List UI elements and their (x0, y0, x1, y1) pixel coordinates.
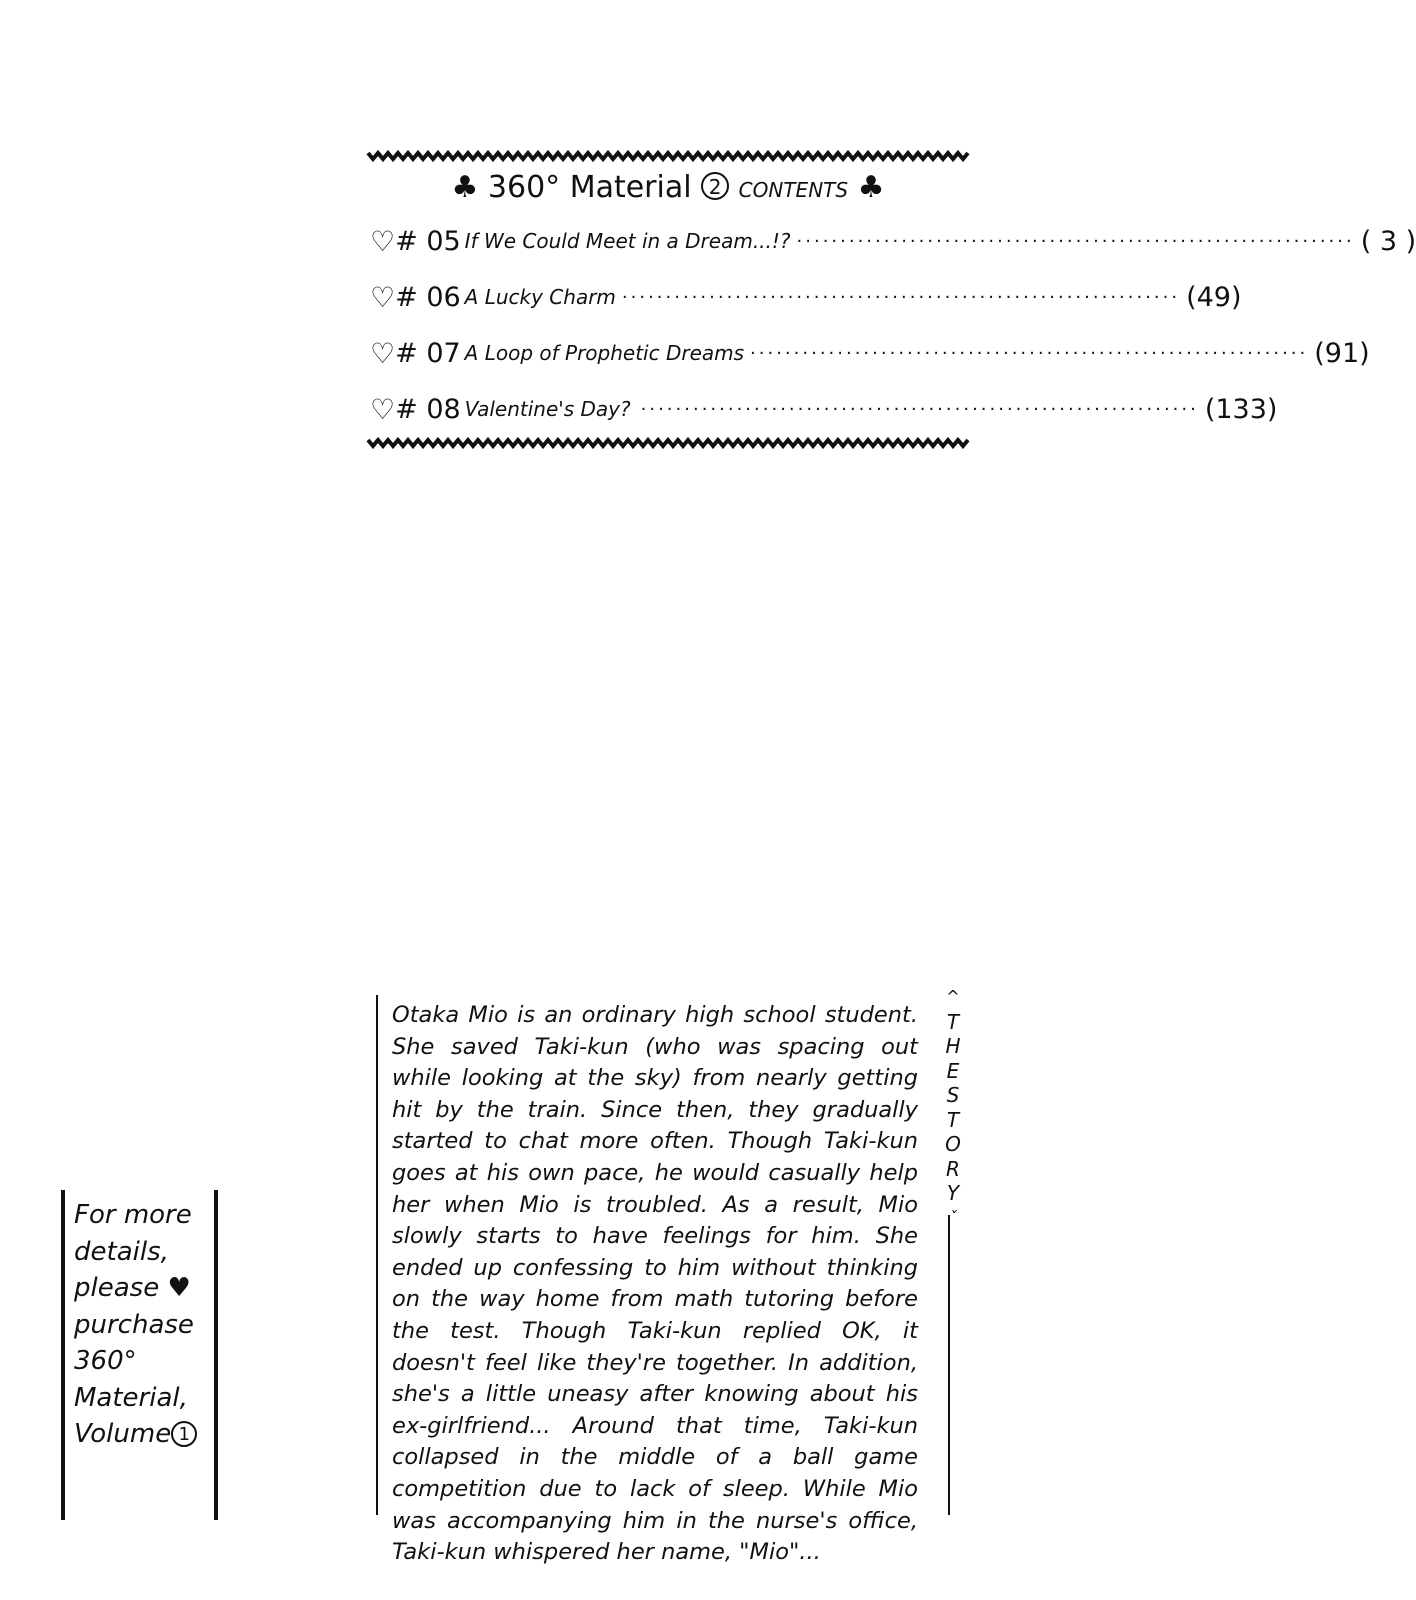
top-zigzag-border (368, 150, 968, 162)
story-label-letter: H (945, 1034, 961, 1058)
story-summary: Otaka Mio is an ordinary high school student. She saved Taki-kun (who was spacing out while looking at the sky) from nearly getting hit by the train. Since then, they gradually started to chat more often. Though Taki-kun goes at his own pace, he would casually help her when Mio is troubled. As a result, Mio slowly starts to have feelings for him. She ended up confessing to him without thinking on the way home from math tutoring before the test. Though Taki-kun replied OK, it doesn't feel like they're together. In addition, she's a little uneasy after knowing about his ex-girlfriend... Around that time, Taki-kun collapsed in the middle of a ball game competition due to lack of sleep. While Mio was accompanying him in the nurse's office, Taki-kun whispered her name, "Mio"... (392, 1002, 918, 1566)
story-label-letter: T (946, 1107, 960, 1132)
toc-entry: ♡ # 06 A Lucky Charm ································································ (49) (370, 280, 1242, 314)
heart-outline-icon: ♡ (370, 392, 396, 426)
heart-icon: ♥ (167, 1273, 191, 1303)
story-left-rule (376, 995, 378, 1515)
chevron-up-icon: ^ (946, 987, 960, 1006)
contents-series-title: ♣ 360° Material (451, 170, 692, 205)
chapter-title: A Lucky Charm (464, 285, 616, 309)
chapter-title: If We Could Meet in a Dream...!? (464, 229, 791, 253)
volume-badge: 1 (171, 1421, 197, 1447)
note-text-1: For more details, please (74, 1200, 192, 1303)
chapter-title: A Loop of Prophetic Dreams (464, 341, 745, 365)
chapter-page: (49) (1186, 281, 1242, 313)
the-story-label (940, 985, 966, 1230)
chapter-title: Valentine's Day? (464, 397, 631, 421)
chevron-down-icon: ˇ (949, 1207, 957, 1227)
chapter-page: (91) (1314, 337, 1370, 369)
toc-entry: ♡ # 08 Valentine's Day? ································································ (133) (370, 392, 1278, 426)
story-label-letter: S (946, 1083, 960, 1107)
purchase-note (74, 1197, 214, 1453)
heart-outline-icon: ♡ (370, 224, 396, 258)
toc-entry: ♡ # 05 If We Could Meet in a Dream...!? ································································ ( 3 ) (370, 224, 1416, 258)
chapter-page: (133) (1204, 393, 1278, 425)
toc-entry: ♡ # 07 A Loop of Prophetic Dreams ································································ (91) (370, 336, 1370, 370)
contents-label: CONTENTS (738, 178, 849, 202)
club-icon: ♣ (857, 170, 885, 205)
volume-number-badge: 2 (701, 172, 729, 200)
story-label-letter: Y (946, 1181, 960, 1205)
chapter-number: # 07 (395, 337, 461, 369)
story-label-letter: T (946, 1009, 960, 1034)
heart-outline-icon: ♡ (370, 280, 396, 314)
chapter-number: # 06 (395, 281, 461, 313)
chapter-page: ( 3 ) (1360, 225, 1416, 257)
note-right-rule (214, 1190, 218, 1520)
chapter-number: # 08 (395, 393, 461, 425)
note-text-2: purchase 360° Material, Volume (74, 1309, 194, 1449)
chapter-number: # 05 (395, 225, 461, 257)
story-right-rule (948, 1215, 950, 1515)
story-label-text (940, 1010, 966, 1206)
heart-outline-icon: ♡ (370, 336, 396, 370)
contents-title (368, 170, 968, 205)
story-label-letter: O (945, 1132, 961, 1156)
bottom-zigzag-border (368, 437, 968, 449)
note-left-rule (61, 1190, 65, 1520)
story-label-letter: E (946, 1058, 960, 1083)
story-label-letter: R (946, 1156, 960, 1181)
